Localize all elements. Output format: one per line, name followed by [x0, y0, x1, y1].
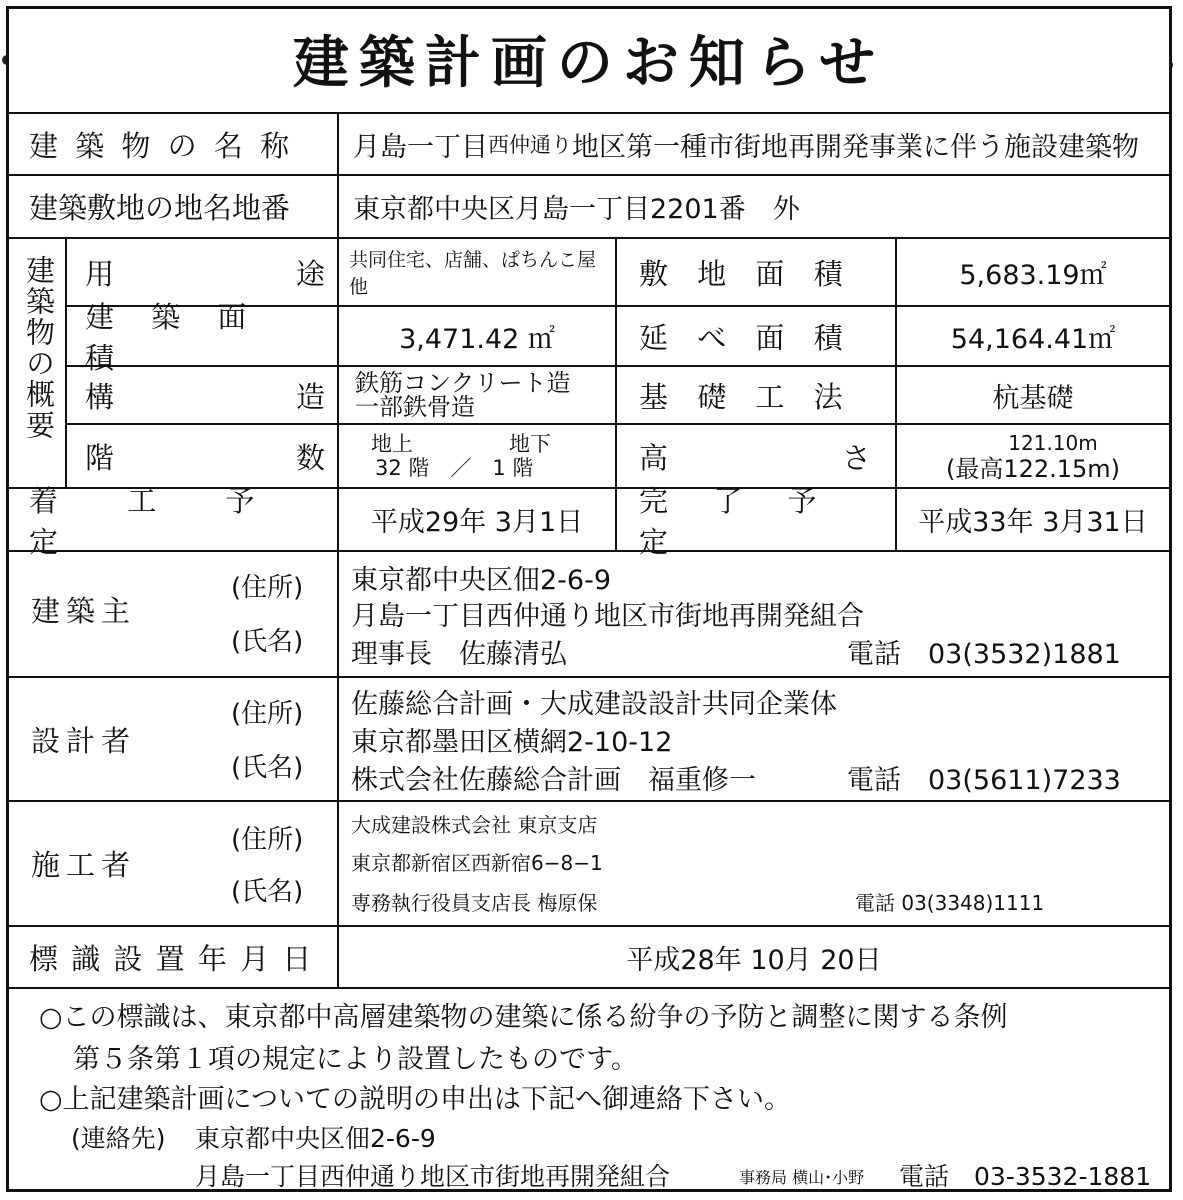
contractor-address-label: (住所) — [231, 824, 304, 855]
building-area-label: 建 築 面 積 — [85, 300, 261, 375]
site-value: 東京都中央区月島一丁目2201番 外 — [353, 194, 800, 225]
foundation-label: 基 礎 工 法 — [639, 379, 853, 414]
foundation-value: 杭基礎 — [992, 382, 1074, 414]
contact-address: 東京都中央区佃2-6-9 — [195, 1124, 436, 1153]
note-ordinance-line2: 第５条第１項の規定により設置したものです。 — [73, 1044, 638, 1075]
building-name-value: 月島一丁目 西仲通り 地区第一種市街地再開発事業に伴う施設建築物 — [353, 131, 1139, 163]
floors-value: 地上 地下 32 階 ／ 1 階 — [371, 432, 551, 480]
site-area-value: 5,683.19㎡ — [959, 259, 1107, 291]
posted-label: 標 識 設 置 年 月 日 — [29, 941, 314, 976]
rule — [615, 237, 617, 550]
note-contact-request: ○上記建築計画についての説明の申出は下記へ御連絡下さい。 — [39, 1084, 792, 1115]
site-area-label: 敷 地 面 積 — [639, 256, 853, 291]
designer-label: 設計者 — [31, 723, 137, 758]
owner-address: 東京都中央区佃2-6-9 — [351, 564, 612, 596]
end-value: 平成33年 3月31日 — [918, 507, 1148, 538]
floors-label: 階 数 — [85, 440, 325, 475]
contractor-address: 東京都新宿区西新宿6−8−1 — [351, 850, 603, 875]
designer-address: 東京都墨田区横網2-10-12 — [351, 726, 673, 758]
contact-label: (連絡先) — [71, 1124, 166, 1153]
owner-name-label: (氏名) — [231, 626, 304, 657]
designer-representative: 株式会社佐藤総合計画 福重修一 — [351, 764, 756, 796]
structure-label: 構 造 — [85, 379, 325, 414]
notice-title: 建築計画のお知らせ — [292, 31, 886, 96]
contact-phone: 電話 03-3532-1881 — [899, 1162, 1152, 1191]
building-name-label: 建 築 物 の 名 称 — [29, 128, 294, 163]
owner-phone: 電話 03(3532)1881 — [847, 638, 1121, 670]
usage-label: 用 途 — [85, 256, 325, 291]
notice-board — [6, 6, 1172, 1192]
building-area-value: 3,471.42 ㎡ — [399, 323, 555, 355]
contractor-representative: 専務執行役員支店長 梅原保 — [351, 890, 598, 915]
usage-value: 共同住宅、店舗、ぱちんこ屋 他 — [349, 249, 597, 298]
note-ordinance-line1: ○この標識は、東京都中高層建築物の建築に係る紛争の予防と調整に関する条例 — [39, 1002, 1008, 1033]
contractor-name-label: (氏名) — [231, 876, 304, 907]
contractor-phone: 電話 03(3348)1111 — [855, 890, 1045, 915]
designer-name-label: (氏名) — [231, 752, 304, 783]
owner-organization: 月島一丁目西仲通り地区市街地再開発組合 — [351, 600, 864, 632]
floor-area-value: 54,164.41㎡ — [950, 323, 1116, 355]
designer-phone: 電話 03(5611)7233 — [847, 764, 1121, 796]
rule — [65, 237, 67, 487]
floor-area-label: 延 べ 面 積 — [639, 320, 853, 355]
start-value: 平成29年 3月1日 — [370, 507, 584, 538]
overview-label: 建築物の概要 — [22, 255, 56, 441]
contact-organization: 月島一丁目西仲通り地区市街地再開発組合 — [195, 1162, 671, 1191]
site-label: 建築敷地の地名地番 — [29, 191, 291, 225]
posted-value: 平成28年 10月 20日 — [626, 944, 882, 976]
rule — [9, 987, 1169, 989]
contact-office: 事務局 横山･小野 — [739, 1168, 865, 1187]
designer-address-label: (住所) — [231, 698, 304, 729]
structure-value: 鉄筋コンクリート造 一部鉄骨造 — [355, 369, 571, 421]
owner-representative: 理事長 佐藤清弘 — [351, 638, 567, 670]
owner-address-label: (住所) — [231, 572, 304, 603]
height-label: 高 さ — [639, 440, 871, 475]
contractor-company: 大成建設株式会社 東京支店 — [351, 812, 598, 837]
end-label: 完 了 予 定 — [639, 483, 835, 559]
rule — [9, 800, 1169, 802]
rule — [9, 676, 1169, 678]
start-label: 着 工 予 定 — [29, 483, 285, 559]
designer-firm: 佐藤総合計画・大成建設設計共同企業体 — [351, 688, 837, 720]
contractor-label: 施工者 — [31, 847, 137, 882]
owner-label: 建築主 — [31, 593, 137, 628]
height-value: 121.10m (最高122.15m) — [945, 431, 1121, 483]
